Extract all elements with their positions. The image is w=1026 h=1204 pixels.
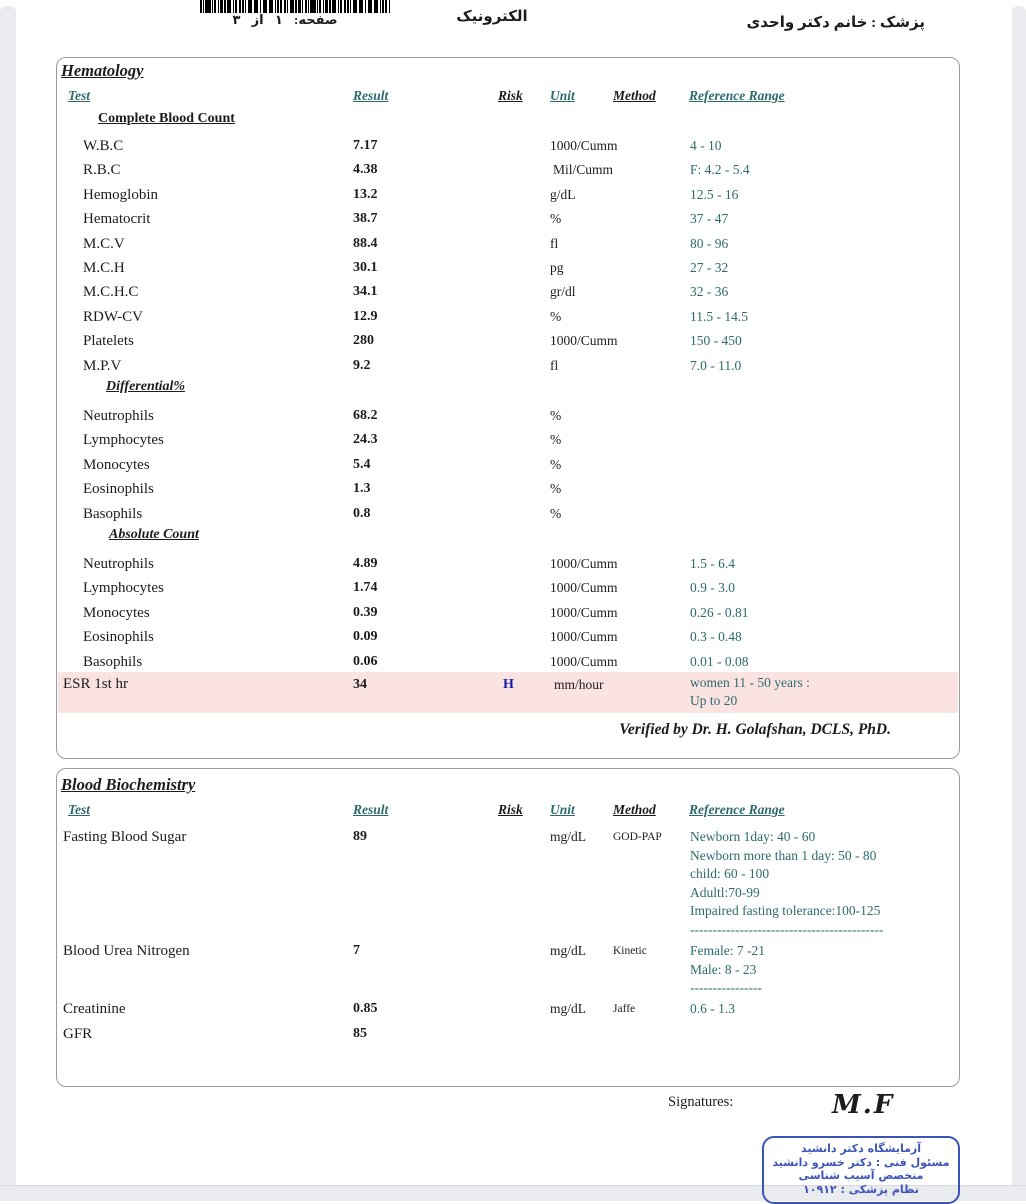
laboratory-stamp [762, 1136, 960, 1204]
cbc-rows [57, 134, 959, 378]
table-row [57, 502, 959, 526]
column-header-method: Method [613, 802, 656, 817]
test-name: Neutrophils [83, 556, 154, 572]
table-row [57, 477, 959, 501]
result-value: 4.89 [353, 556, 378, 571]
reference-range [690, 674, 810, 710]
reference-range: 11.5 - 14.5 [690, 308, 748, 324]
result-value: 89 [353, 829, 367, 844]
result-value: 85 [353, 1026, 367, 1041]
signature-initials: M.F [832, 1090, 895, 1120]
column-header-reference-range: Reference Range [689, 802, 785, 817]
table-row [57, 939, 959, 997]
differential-rows [57, 404, 959, 526]
test-name: M.C.V [83, 235, 125, 252]
physician-label: پزشک : خانم دکتر واحدی [746, 15, 925, 31]
table-row [57, 305, 959, 329]
result-value: 0.09 [353, 629, 378, 645]
reference-range: 150 - 450 [690, 333, 742, 349]
unit-value: mm/hour [554, 677, 604, 692]
unit-value: % [550, 308, 562, 324]
result-value: 280 [353, 333, 374, 349]
reference-range-line: 0.6 - 1.3 [690, 1001, 735, 1016]
unit-value: % [550, 505, 562, 521]
test-name: Eosinophils [83, 481, 154, 498]
table-row [57, 232, 959, 256]
test-name: Basophils [83, 505, 143, 522]
test-name: GFR [63, 1026, 93, 1042]
unit-value: g/dL [550, 186, 576, 202]
method-value: Jaffe [613, 1003, 636, 1015]
test-name: Hemoglobin [83, 186, 158, 203]
reference-range-line: Up to 20 [690, 693, 738, 708]
absolute-count-rows [57, 552, 959, 674]
test-name: Lymphocytes [83, 432, 164, 449]
biochemistry-column-headers [57, 802, 959, 822]
unit-value: mg/dL [550, 943, 586, 958]
reference-range-line: women 11 - 50 years : [690, 675, 810, 690]
table-row [57, 453, 959, 477]
result-value: 24.3 [353, 432, 378, 448]
table-row [57, 576, 959, 600]
unit-value: % [550, 211, 562, 227]
result-value: 0.06 [353, 653, 378, 669]
reference-range-divider: ---------------- [690, 980, 762, 996]
result-value: 30.1 [353, 259, 378, 275]
unit-value: 1000/Cumm [550, 580, 618, 596]
column-header-test: Test [68, 88, 91, 103]
unit-value: % [550, 432, 562, 448]
test-name: M.P.V [83, 357, 122, 374]
column-header-risk: Risk [498, 88, 523, 103]
reference-range: F: 4.2 - 5.4 [690, 162, 750, 178]
test-name: Neutrophils [83, 408, 154, 424]
unit-value: 1000/Cumm [550, 653, 618, 669]
page-number-label: صفحه: ۱ از ۳ [232, 12, 338, 27]
column-header-result: Result [353, 802, 389, 817]
table-row [57, 207, 959, 231]
reference-range: 1.5 - 6.4 [690, 556, 735, 571]
unit-value: Mil/Cumm [553, 162, 614, 178]
test-name: ESR 1st hr [63, 676, 129, 692]
test-name: Hematocrit [83, 211, 151, 228]
test-name: Lymphocytes [83, 580, 164, 597]
stamp-line: آزمایشگاه دکتر دانشید [800, 1142, 921, 1155]
reference-range: 0.01 - 0.08 [690, 653, 749, 669]
reference-range [690, 828, 883, 940]
test-name: Platelets [83, 333, 134, 350]
test-name: Blood Urea Nitrogen [63, 943, 190, 959]
subsection-complete-blood-count: Complete Blood Count [98, 111, 235, 126]
unit-value: 1000/Cumm [550, 138, 618, 153]
reference-range-line: Adultl:70-99 [690, 884, 760, 900]
method-value: Kinetic [613, 945, 647, 957]
result-value: 38.7 [353, 211, 378, 227]
reference-range [690, 1000, 735, 1019]
method-value: GOD-PAP [613, 831, 662, 843]
section-title-hematology: Hematology [61, 61, 144, 80]
result-value: 0.39 [353, 604, 378, 620]
result-value: 1.3 [353, 481, 371, 497]
reference-range: 12.5 - 16 [690, 186, 739, 202]
test-name: M.C.H.C [83, 284, 139, 301]
result-value: 34 [353, 677, 367, 692]
result-value: 4.38 [353, 162, 378, 178]
reference-range: 32 - 36 [690, 284, 729, 300]
table-row [57, 329, 959, 353]
reference-range: 80 - 96 [690, 235, 729, 251]
table-row [57, 601, 959, 625]
column-header-method: Method [613, 88, 656, 103]
table-row [57, 997, 959, 1022]
unit-value: 1000/Cumm [550, 556, 618, 571]
stamp-line: مسئول فنی : دکتر خسرو دانشید [772, 1155, 950, 1169]
table-row [57, 650, 959, 674]
table-row [57, 134, 959, 158]
reference-range-line: Newborn 1day: 40 - 60 [690, 829, 816, 844]
biochemistry-rows [57, 825, 959, 1047]
result-value: 34.1 [353, 284, 378, 300]
test-name: Creatinine [63, 1001, 126, 1017]
hematology-panel [56, 57, 960, 759]
result-value: 13.2 [353, 186, 378, 202]
unit-value: % [550, 481, 562, 497]
test-name: Eosinophils [83, 629, 154, 646]
reference-range: 0.3 - 0.48 [690, 629, 742, 645]
column-header-test: Test [68, 802, 91, 817]
test-name: W.B.C [83, 138, 124, 154]
reference-range: 0.26 - 0.81 [690, 604, 749, 620]
reference-range: 0.9 - 3.0 [690, 580, 735, 596]
hematology-column-headers [57, 88, 959, 108]
result-value: 68.2 [353, 408, 378, 423]
reference-range-line: Male: 8 - 23 [690, 961, 757, 977]
risk-flag-high: H [503, 677, 514, 692]
unit-value: gr/dl [550, 284, 576, 300]
result-value: 1.74 [353, 580, 378, 596]
result-value: 88.4 [353, 235, 378, 251]
table-row [57, 256, 959, 280]
result-value: 5.4 [353, 456, 371, 472]
reference-range-line: Newborn more than 1 day: 50 - 80 [690, 847, 877, 863]
stamp-line: متخصص آسیب شناسی [798, 1169, 924, 1182]
column-header-unit: Unit [550, 802, 575, 817]
test-name: RDW-CV [83, 308, 143, 325]
unit-value: mg/dL [550, 1001, 586, 1016]
test-name: Fasting Blood Sugar [63, 829, 187, 845]
subsection-absolute-count: Absolute Count [109, 527, 199, 542]
column-header-unit: Unit [550, 88, 575, 103]
signatures-label: Signatures: [668, 1094, 734, 1110]
test-name: M.C.H [83, 259, 125, 276]
reference-range: 7.0 - 11.0 [690, 357, 742, 373]
result-value: 0.85 [353, 1001, 378, 1016]
table-row [57, 825, 959, 939]
unit-value: pg [550, 259, 564, 275]
stamp-line: نظام پزشکی : ۱۰۹۱۲ [803, 1182, 919, 1196]
reference-range: 27 - 32 [690, 259, 729, 275]
viewer-margin-left [0, 6, 16, 1200]
table-row [57, 404, 959, 428]
unit-value: 1000/Cumm [550, 333, 618, 349]
result-value: 0.8 [353, 505, 371, 521]
table-row [57, 428, 959, 452]
table-row [57, 552, 959, 576]
reference-range-divider: ------------------------------------------- [690, 921, 884, 937]
table-row [57, 183, 959, 207]
table-row [57, 1022, 959, 1047]
electronic-label: الکترونیک [456, 9, 528, 25]
viewer-margin-right [1012, 6, 1026, 1200]
result-value: 12.9 [353, 308, 378, 324]
biochemistry-panel [56, 768, 960, 1087]
unit-value: 1000/Cumm [550, 604, 618, 620]
unit-value: % [550, 408, 562, 423]
reference-range-line: Impaired fasting tolerance:100-125 [690, 903, 881, 919]
result-value: 7 [353, 943, 360, 958]
unit-value: 1000/Cumm [550, 629, 618, 645]
test-name: Basophils [83, 653, 143, 670]
reference-range-line: Female: 7 -21 [690, 943, 765, 958]
reference-range [690, 942, 765, 998]
section-title-biochemistry: Blood Biochemistry [61, 775, 196, 794]
result-value: 7.17 [353, 138, 378, 153]
verified-by-line: Verified by Dr. H. Golafshan, DCLS, PhD. [619, 721, 891, 738]
unit-value: fl [550, 357, 559, 373]
unit-value: % [550, 456, 562, 472]
reference-range: 37 - 47 [690, 211, 729, 227]
column-header-risk: Risk [498, 802, 523, 817]
test-name: R.B.C [83, 162, 121, 179]
report-page [16, 0, 1012, 1196]
table-row [57, 280, 959, 304]
test-name: Monocytes [83, 456, 150, 473]
esr-highlighted-row [58, 672, 958, 713]
reference-range-line: child: 60 - 100 [690, 866, 770, 882]
reference-range: 4 - 10 [690, 138, 722, 153]
table-row [57, 158, 959, 182]
column-header-reference-range: Reference Range [689, 88, 785, 103]
subsection-differential: Differential% [106, 379, 186, 394]
unit-value: fl [550, 235, 559, 251]
table-row [57, 354, 959, 378]
column-header-result: Result [353, 88, 389, 103]
test-name: Monocytes [83, 604, 150, 621]
unit-value: mg/dL [550, 829, 586, 844]
table-row [57, 625, 959, 649]
result-value: 9.2 [353, 357, 371, 373]
